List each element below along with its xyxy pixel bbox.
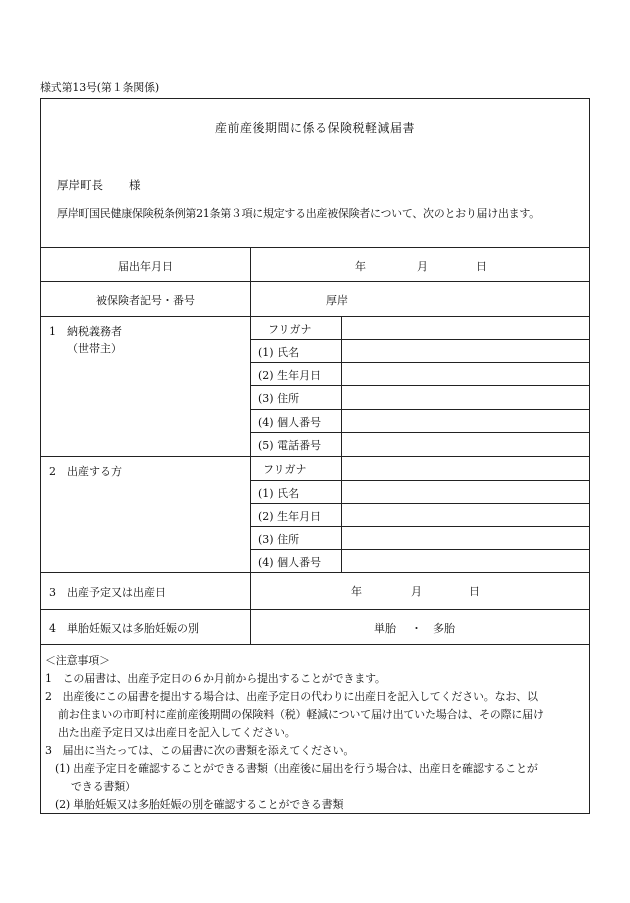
field-divider bbox=[250, 362, 589, 363]
addressee-name: 厚岸町長 bbox=[57, 178, 103, 192]
note-line: (1) 出産予定日を確認することができる書類（出産後に届出を行う場合は、出産日を確認することが bbox=[55, 762, 538, 775]
addressee bbox=[57, 177, 141, 193]
mother-field-address: (3) 住所 bbox=[258, 533, 300, 546]
taxpayer-field-phone: (5) 電話番号 bbox=[258, 439, 322, 452]
taxpayer-sublabel: （世帯主） bbox=[67, 342, 122, 355]
note-line: 1 この届書は、出産予定日の６か月前から提出することができます。 bbox=[45, 672, 386, 685]
insured-number-value: 厚岸 bbox=[326, 294, 348, 307]
taxpayer-label: 1 納税義務者 bbox=[49, 325, 122, 338]
field-divider bbox=[250, 409, 589, 410]
due-date-month: 月 bbox=[411, 585, 422, 598]
mother-label: 2 出産する方 bbox=[49, 465, 122, 478]
divider bbox=[41, 609, 589, 610]
form-number-label: 様式第13号(第１条関係) bbox=[40, 81, 159, 94]
note-line: 2 出産後にこの届書を提出する場合は、出産予定日の代わりに出産日を記入してください。なお、以 bbox=[45, 690, 538, 703]
filing-date-day: 日 bbox=[476, 260, 487, 273]
note-line: 3 届出に当たっては、この届書に次の書類を添えてください。 bbox=[45, 744, 355, 757]
pregnancy-type-label: 4 単胎妊娠又は多胎妊娠の別 bbox=[49, 622, 199, 635]
field-divider bbox=[250, 480, 589, 481]
taxpayer-field-address: (3) 住所 bbox=[258, 392, 300, 405]
note-line: 前お住まいの市町村に産前産後期間の保険料（税）軽減について届け出ていた場合は、その際に届け bbox=[58, 708, 544, 721]
divider bbox=[41, 456, 589, 457]
filing-date-label: 届出年月日 bbox=[118, 260, 173, 273]
filing-date-month: 月 bbox=[417, 260, 428, 273]
form-box bbox=[40, 98, 590, 814]
addressee-honorific: 様 bbox=[129, 178, 141, 192]
divider bbox=[41, 247, 589, 248]
due-date-label: 3 出産予定又は出産日 bbox=[49, 586, 166, 599]
field-divider bbox=[250, 339, 589, 340]
taxpayer-field-id-number: (4) 個人番号 bbox=[258, 416, 322, 429]
mother-field-name: (1) 氏名 bbox=[258, 487, 300, 500]
field-divider bbox=[250, 432, 589, 433]
due-date-day: 日 bbox=[469, 585, 480, 598]
field-divider bbox=[250, 549, 589, 550]
due-date-year: 年 bbox=[351, 585, 362, 598]
taxpayer-field-name: (1) 氏名 bbox=[258, 346, 300, 359]
divider bbox=[41, 316, 589, 317]
form-title: 産前産後期間に係る保険税軽減届書 bbox=[214, 121, 415, 135]
pregnancy-single: 単胎 bbox=[374, 622, 396, 635]
mother-field-birthdate: (2) 生年月日 bbox=[258, 510, 322, 523]
subfield-divider bbox=[341, 316, 342, 572]
note-line: 出た出産予定日又は出産日を記入してください。 bbox=[58, 726, 296, 739]
filing-date-year: 年 bbox=[355, 260, 366, 273]
intro-text: 厚岸町国民健康保険税条例第21条第３項に規定する出産被保険者について、次のとおり届け出ます。 bbox=[57, 207, 540, 220]
taxpayer-field-birthdate: (2) 生年月日 bbox=[258, 369, 322, 382]
column-divider bbox=[250, 247, 251, 644]
pregnancy-separator: ・ bbox=[411, 622, 422, 635]
note-line: できる書類） bbox=[71, 780, 136, 793]
divider bbox=[41, 644, 589, 645]
divider bbox=[41, 281, 589, 282]
notes-heading: ＜注意事項＞ bbox=[45, 654, 110, 667]
note-line: (2) 単胎妊娠又は多胎妊娠の別を確認することができる書類 bbox=[55, 798, 344, 811]
pregnancy-multiple: 多胎 bbox=[433, 622, 455, 635]
field-divider bbox=[250, 385, 589, 386]
mother-field-furigana: フリガナ bbox=[263, 463, 307, 476]
insured-number-label: 被保険者記号・番号 bbox=[96, 294, 195, 307]
field-divider bbox=[250, 526, 589, 527]
divider bbox=[41, 572, 589, 573]
field-divider bbox=[250, 503, 589, 504]
taxpayer-field-furigana: フリガナ bbox=[268, 323, 312, 336]
notes-section bbox=[45, 652, 583, 814]
mother-field-id-number: (4) 個人番号 bbox=[258, 556, 322, 569]
